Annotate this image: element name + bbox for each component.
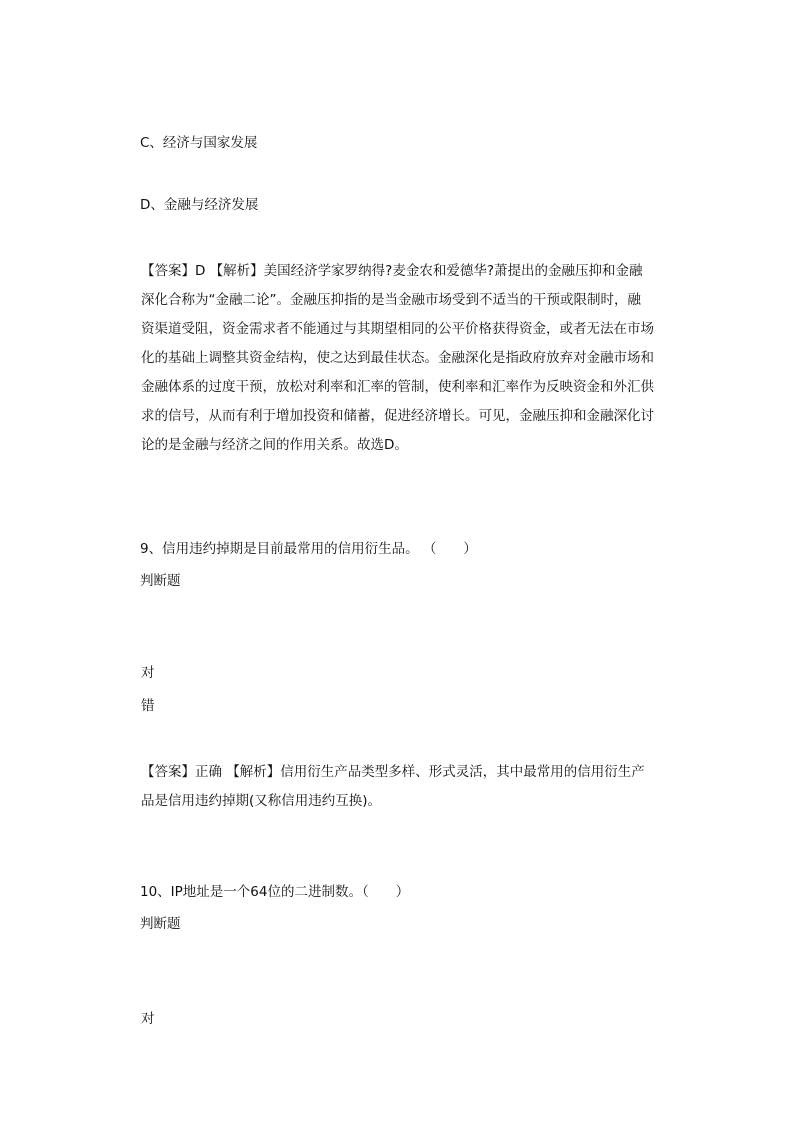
q8-answer-explanation: [141, 257, 681, 460]
q10-question: 10、IP地址是一个64位的二进制数。（ ）: [140, 884, 410, 900]
q10-option-true[interactable]: 对: [141, 1011, 155, 1027]
q8-answer-line: 资渠道受阻，资金需求者不能通过与其期望相同的公平价格获得资金，或者无法在市场: [141, 321, 654, 337]
q9-answer-line: 【答案】正确 【解析】信用衍生产品类型多样、形式灵活，其中最常用的信用衍生产: [141, 764, 645, 780]
q8-answer-line: 【答案】D 【解析】美国经济学家罗纳得?麦金农和爱德华?萧提出的金融压抑和金融: [141, 263, 643, 279]
q8-option-d: D、金融与经济发展: [140, 197, 259, 213]
q8-option-c: C、经济与国家发展: [140, 135, 258, 151]
q8-answer-line: 论的是金融与经济之间的作用关系。故选D。: [141, 437, 408, 453]
q9-question: 9、信用违约掉期是目前最常用的信用衍生品。 （ ）: [140, 541, 477, 557]
q9-type-label: 判断题: [140, 573, 181, 589]
q9-option-false[interactable]: 错: [141, 698, 155, 714]
q8-answer-line: 金融体系的过度干预，放松对利率和汇率的管制，使利率和汇率作为反映资金和外汇供: [141, 379, 654, 395]
q10-type-label: 判断题: [140, 916, 181, 932]
q9-answer-line: 品是信用违约掉期(又称信用违约互换)。: [141, 793, 382, 809]
q8-answer-line: 化的基础上调整其资金结构，使之达到最佳状态。金融深化是指政府放弃对金融市场和: [141, 350, 654, 366]
q8-answer-line: 深化合称为“金融二论”。金融压抑指的是当金融市场受到不适当的干预或限制时，融: [141, 292, 641, 308]
q9-option-true[interactable]: 对: [141, 665, 155, 681]
q9-answer-explanation: [141, 758, 681, 816]
q8-answer-line: 求的信号，从而有利于增加投资和储蓄，促进经济增长。可见，金融压抑和金融深化讨: [141, 408, 654, 424]
